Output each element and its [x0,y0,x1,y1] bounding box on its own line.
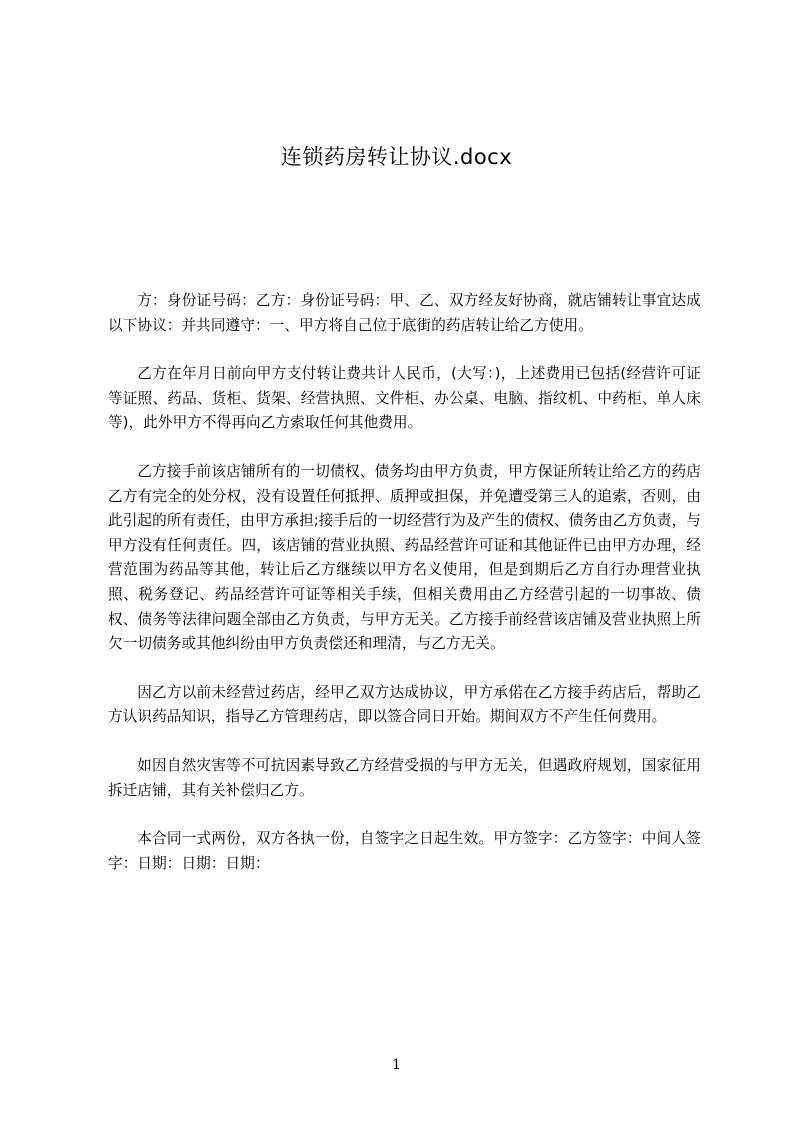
document-body [108,289,701,900]
paragraph-assistance: 因乙方以前未经营过药店，经甲乙双方达成协议，甲方承偌在乙方接手药店后，帮助乙方认识药品知识，指导乙方管理药店，即以签合同日开始。期间双方不产生任何费用。 [108,683,701,726]
page-number: 1 [392,1057,401,1073]
paragraph-signatures: 本合同一式两份，双方各执一份，自签字之日起生效。甲方签字：乙方签字：中间人签字：日期：日期：日期： [108,830,701,872]
document-title: 连锁药房转让协议.docx [280,145,513,169]
paragraph-force-majeure: 如因自然灾害等不可抗因素导致乙方经营受损的与甲方无关，但遇政府规划，国家征用拆迁店铺，其有关补偿归乙方。 [108,756,701,799]
paragraph-parties: 方：身份证号码：乙方：身份证号码：甲、乙、双方经友好协商，就店铺转让事宜达成以下协议：并共同遵守：一、甲方将自己位于底街的药店转让给乙方使用。 [108,292,701,334]
paragraph-liabilities: 乙方接手前该店铺所有的一切债权、债务均由甲方负责，甲方保证所转让给乙方的药店乙方有完全的处分权，没有设置任何抵押、质押或担保，并免遭受第三人的追索，否则，由此引起的所有责任，由甲方承担;接手后的一切经营行为及产生的债权、债务由乙方负责，与甲方没有任何责任。四，该店铺的营业执照、药品经营许可证和其他证件已由甲方办理，经营范围为药品等其他，转让后乙方继续以甲方名义使用，但是到期后乙方自行办理营业执照、税务登记、药品经营许可证等相关手续，但相关费用由乙方经营引起的一切事故、债权、债务等法律问题全部由乙方负责，与甲方无关。乙方接手前经营该店铺及营业执照上所欠一切债务或其他纠纷由甲方负责偿还和理清，与乙方无关。 [108,462,701,653]
paragraph-payment: 乙方在年月日前向甲方支付转让费共计人民币，(大写：)，上述费用已包括(经营许可证等证照、药品、货柜、货架、经营执照、文件柜、办公桌、电脑、指纹机、中药柜、单人床等)，此外甲方不得再向乙方索取任何其他费用。 [108,365,701,432]
